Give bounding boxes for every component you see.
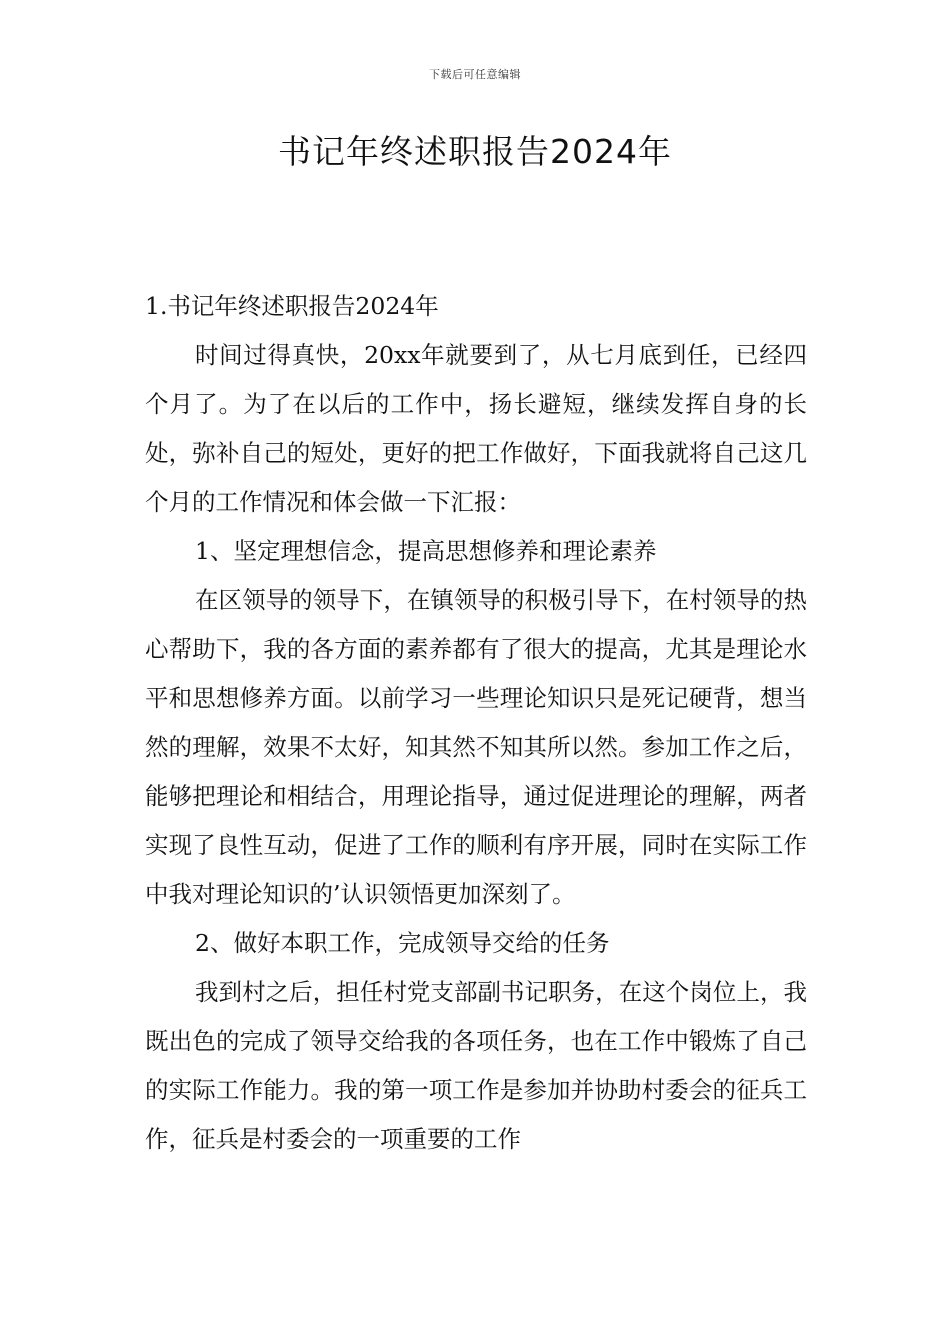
document-body: [145, 282, 807, 1164]
item2-title: 2、做好本职工作，完成领导交给的任务: [195, 929, 610, 957]
item1-paragraph: 在区领导的领导下，在镇领导的积极引导下，在村领导的热心帮助下，我的各方面的素养都有了很大的提高，尤其是理论水平和思想修养方面。以前学习一些理论知识只是死记硬背，想当然的理解，效果不太好，知其然不知其所以然。参加工作之后，能够把理论和相结合，用理论指导，通过促进理论的理解，两者实现了良性互动，促进了工作的顺利有序开展，同时在实际工作中我对理论知识的’认识领悟更加深刻了。: [145, 586, 807, 908]
section-heading: 1.书记年终述职报告2024年: [145, 292, 439, 320]
header-note: 下载后可任意编辑: [429, 68, 521, 81]
item2-paragraph: 我到村之后，担任村党支部副书记职务，在这个岗位上，我既出色的完成了领导交给我的各项任务，也在工作中锻炼了自己的实际工作能力。我的第一项工作是参加并协助村委会的征兵工作，征兵是村委会的一项重要的工作: [145, 978, 807, 1153]
intro-paragraph: 时间过得真快，20xx年就要到了，从七月底到任，已经四个月了。为了在以后的工作中，扬长避短，继续发挥自身的长处，弥补自己的短处，更好的把工作做好，下面我就将自己这几个月的工作情况和体会做一下汇报：: [145, 341, 807, 516]
page-title: 书记年终述职报告2024年: [278, 132, 672, 171]
item1-title: 1、坚定理想信念，提高思想修养和理论素养: [195, 537, 657, 565]
